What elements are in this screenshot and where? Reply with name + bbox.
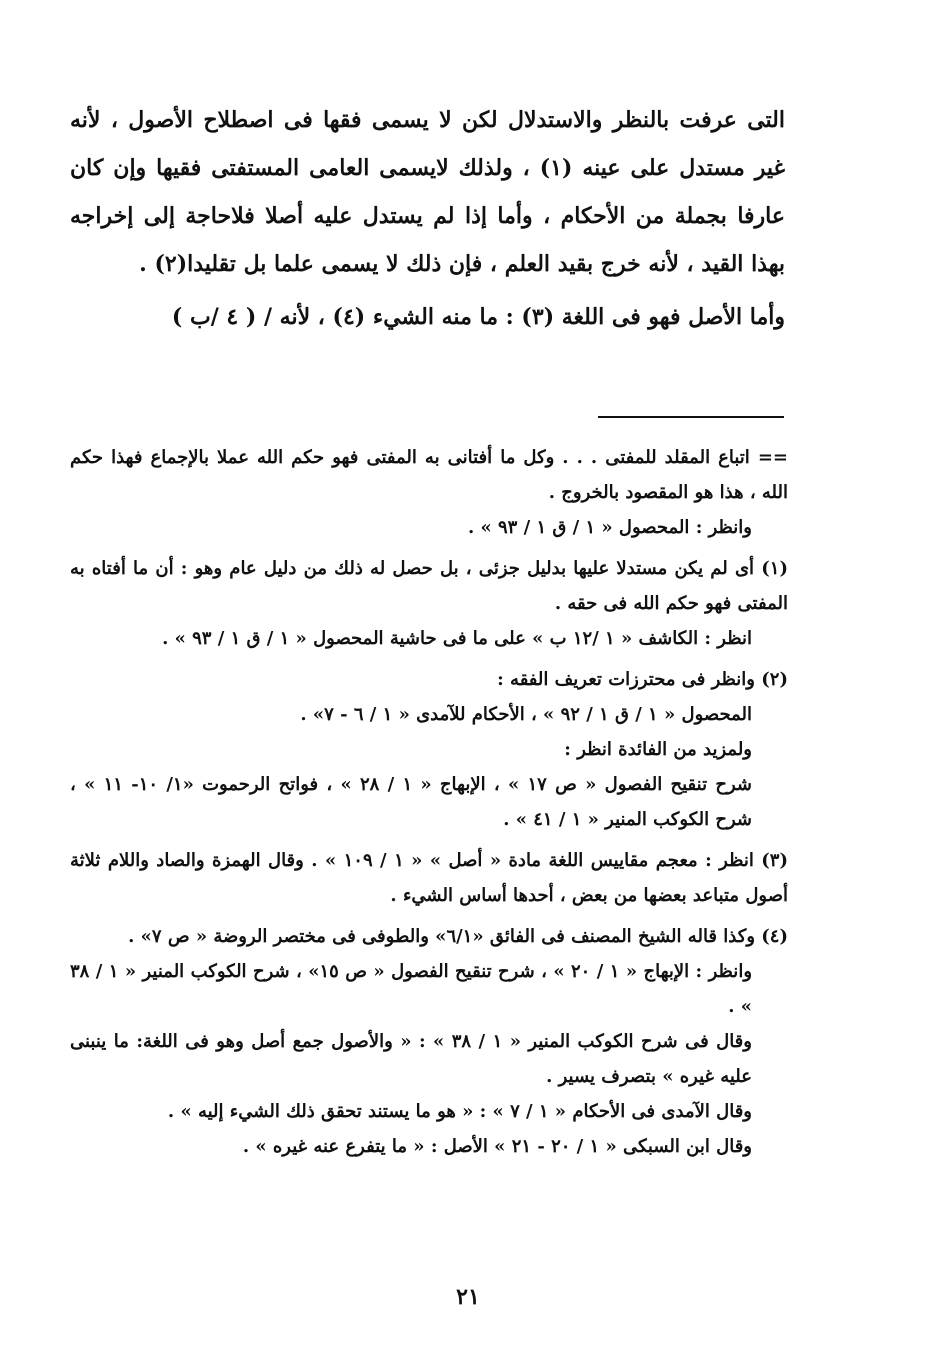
- footnote-4: [70, 919, 788, 1164]
- footnote-1: [70, 551, 788, 656]
- main-paragraph-2: وأما الأصل فهو فى اللغة (٣) : ما منه الشيء (٤) ، لأنه / ( ٤ /ب ): [171, 304, 785, 330]
- footnote-4-ref-2: وقال فى شرح الكوكب المنير « ١ / ٣٨ » : « والأصول جمع أصل وهو فى اللغة: ما ينبنى عليه غيره » بتصرف يسير .: [70, 1031, 752, 1087]
- footnote-continuation-ref: وانظر : المحصول « ١ / ق ١ / ٩٣ » .: [467, 517, 752, 538]
- main-text: [70, 96, 785, 341]
- footnote-continuation-text: == اتباع المقلد للمفتى . . . وكل ما أفتانى به المفتى فهو حكم الله عملا بالإجماع فهذا حكم الله ، هذا هو المقصود بالخروج .: [70, 447, 788, 503]
- footnote-2-more: ولمزيد من الفائدة انظر :: [564, 739, 752, 760]
- footnote-1-text: (١) أى لم يكن مستدلا عليها بدليل جزئى ، بل حصل له ذلك من دليل عام وهو : أن ما أفتاه به المفتى فهو حكم الله فى حقه .: [70, 558, 788, 614]
- main-paragraph-1: التى عرفت بالنظر والاستدلال لكن لا يسمى فقها فى اصطلاح الأصول ، لأنه غير مستدل على عينه (١) ، ولذلك لايسمى العامى المستفتى فقيها وإن كان عارفا بجملة من الأحكام ، وأما إذا لم يستدل عليه أصلا فلاحاجة إلى إخراجه بهذا القيد ، لأنه خرج بقيد العلم ، فإن ذلك لا يسمى علما بل تقليدا(٢) .: [70, 107, 786, 277]
- footnote-2-ref-2: شرح تنقيح الفصول « ص ١٧ » ، الإبهاج « ١ / ٢٨ » ، فواتح الرحموت «١/ ١٠- ١١ » ، شرح الكوكب المنير « ١ / ٤١ » .: [70, 774, 753, 830]
- page-number: ٢١: [456, 1284, 480, 1310]
- footnote-4-ref-3: وقال الآمدى فى الأحكام « ١ / ٧ » : « هو ما يستند تحقق ذلك الشيء إليه » .: [167, 1101, 752, 1122]
- footnote-4-ref-4: وقال ابن السبكى « ١ / ٢٠ - ٢١ » الأصل : « ما يتفرع عنه غيره » .: [242, 1136, 752, 1157]
- footnote-2-ref-1: المحصول « ١ / ق ١ / ٩٢ » ، الأحكام للآمدى « ١ / ٦ - ٧» .: [300, 704, 752, 725]
- footnote-1-ref: انظر : الكاشف « ١ /١٢ ب » على ما فى حاشية المحصول « ١ / ق ١ / ٩٣ » .: [162, 628, 752, 649]
- footnote-continuation: [70, 440, 788, 545]
- footnote-3: [70, 843, 788, 913]
- footnote-4-ref-1: وانظر : الإبهاج « ١ / ٢٠ » ، شرح تنقيح الفصول « ص ١٥» ، شرح الكوكب المنير « ١ / ٣٨ » .: [70, 961, 753, 1017]
- footnote-2: [70, 662, 788, 837]
- footnotes: [70, 440, 788, 1170]
- footnote-3-text: (٣) انظر : معجم مقاييس اللغة مادة « أصل » « ١ / ١٠٩ » . وقال الهمزة والصاد واللام ثلاثة أصول متباعد بعضها من بعض ، أحدها أساس الشيء .: [70, 850, 788, 906]
- footnote-2-text: (٢) وانظر فى محترزات تعريف الفقه :: [497, 669, 788, 690]
- footnote-4-text: (٤) وكذا قاله الشيخ المصنف فى الفائق «٦/١» والطوفى فى مختصر الروضة « ص ٧» .: [128, 926, 788, 947]
- footnote-separator: [598, 416, 784, 418]
